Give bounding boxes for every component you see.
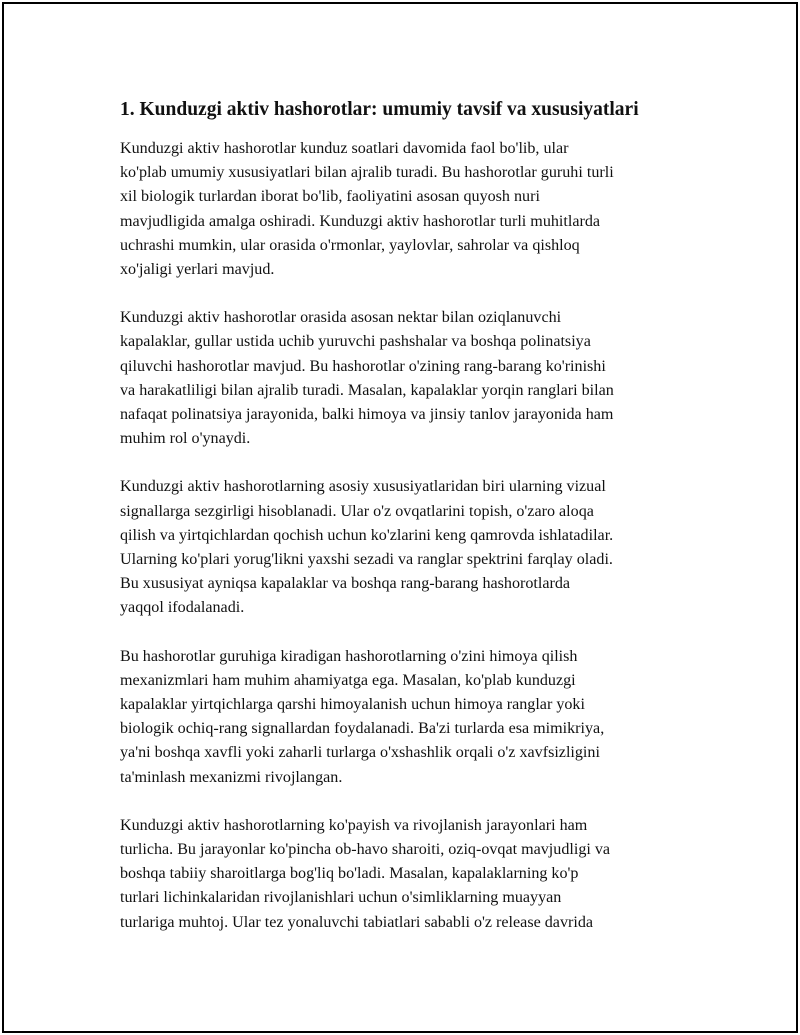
paragraph-line: Kunduzgi aktiv hashorotlarning ko'payish va rivojlanish jarayonlari ham — [120, 816, 588, 834]
paragraph-line: boshqa tabiiy sharoitlarga bog'liq bo'ladi. Masalan, kapalaklarning ko'p — [120, 865, 579, 883]
paragraph-line: mavjudligida amalga oshiradi. Kunduzgi aktiv hashorotlar turli muhitlarda — [120, 212, 601, 230]
paragraph-line: signallarga sezgirligi hisoblanadi. Ular o'z ovqatlarini topish, o'zaro aloqa — [120, 502, 594, 520]
paragraph-line: uchrashi mumkin, ular orasida o'rmonlar, yaylovlar, sahrolar va qishloq — [120, 236, 580, 254]
paragraph-line: ko'plab umumiy xususiyatlari bilan ajralib turadi. Bu hashorotlar guruhi turli — [120, 164, 614, 182]
paragraph-line: va harakatliligi bilan ajralib turadi. Masalan, kapalaklar yorqin ranglari bilan — [120, 381, 614, 399]
paragraph-line: nafaqat polinatsiya jarayonida, balki himoya va jinsiy tanlov jarayonida ham — [120, 406, 614, 424]
paragraph-line: Kunduzgi aktiv hashorotlar kunduz soatlari davomida faol bo'lib, ular — [120, 140, 569, 157]
paragraph-line: qilish va yirtqichlardan qochish uchun ko'zlarini keng qamrovda ishlatadilar. — [120, 526, 614, 544]
paragraph-line: Kunduzgi aktiv hashorotlar orasida asosan nektar bilan oziqlanuvchi — [120, 309, 562, 327]
paragraph-line: Ularning ko'plari yorug'likni yaxshi sezadi va ranglar spektrini farqlay oladi. — [120, 551, 613, 569]
paragraph-line: biologik ochiq-rang signallardan foydalanadi. Ba'zi turlarda esa mimikriya, — [120, 720, 605, 738]
paragraph-line: turlariga muhtoj. Ular tez yonaluvchi tabiatlari sababli o'z release davrida — [120, 913, 594, 931]
paragraph-line: qiluvchi hashorotlar mavjud. Bu hashorotlar o'zining rang-barang ko'rinishi — [120, 357, 606, 375]
section-heading: 1. Kunduzgi aktiv hashorotlar: umumiy tavsif va xususiyatlari — [120, 99, 639, 120]
paragraph-5 — [120, 814, 690, 935]
paragraph-1 — [120, 137, 690, 282]
paragraph-4 — [120, 645, 690, 790]
document-content — [120, 97, 690, 959]
paragraph-line: kapalaklar yirtqichlarga qarshi himoyalanish uchun himoya ranglar yoki — [120, 696, 585, 714]
paragraph-line: yaqqol ifodalanadi. — [120, 599, 245, 617]
paragraph-line: muhim rol o'ynaydi. — [120, 430, 251, 448]
paragraph-line: mexanizmlari ham muhim ahamiyatga ega. Masalan, ko'plab kunduzgi — [120, 671, 576, 689]
paragraph-line: kapalaklar, gullar ustida uchib yuruvchi pashshalar va boshqa polinatsiya — [120, 333, 591, 351]
paragraph-line: Kunduzgi aktiv hashorotlarning asosiy xususiyatlaridan biri ularning vizual — [120, 478, 606, 496]
paragraph-line: ya'ni boshqa xavfli yoki zaharli turlarga o'xshashlik orqali o'z xavfsizligini — [120, 744, 600, 762]
paragraph-line: ta'minlash mexanizmi rivojlangan. — [120, 768, 343, 786]
paragraph-line: turlicha. Bu jarayonlar ko'pincha ob-havo sharoiti, oziq-ovqat mavjudligi va — [120, 841, 611, 859]
document-page — [2, 2, 798, 1033]
paragraph-line: xo'jaligi yerlari mavjud. — [120, 261, 275, 279]
paragraph-line: Bu xususiyat ayniqsa kapalaklar va boshqa rang-barang hashorotlarda — [120, 575, 571, 593]
paragraph-line: xil biologik turlardan iborat bo'lib, faoliyatini asosan quyosh nuri — [120, 188, 540, 206]
paragraph-2 — [120, 306, 690, 451]
paragraph-3 — [120, 475, 690, 620]
paragraph-line: turlari lichinkalaridan rivojlanishlari uchun o'simliklarning muayyan — [120, 889, 562, 907]
paragraph-line: Bu hashorotlar guruhiga kiradigan hashorotlarning o'zini himoya qilish — [120, 647, 578, 665]
